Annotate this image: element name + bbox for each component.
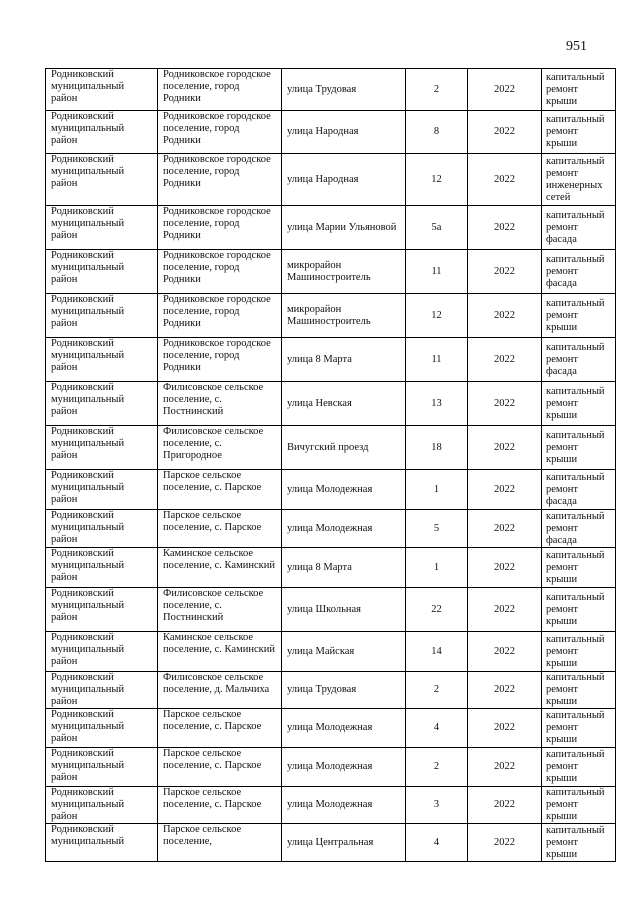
house-number-cell: 13: [406, 382, 468, 426]
table-row: [46, 426, 616, 470]
year-cell: 2022: [468, 206, 542, 250]
work-type-cell: капитальный ремонт фасада: [542, 338, 616, 382]
year-cell: 2022: [468, 338, 542, 382]
street-cell: улица Невская: [282, 382, 406, 426]
house-number-cell: 2: [406, 748, 468, 787]
house-number-cell: 8: [406, 111, 468, 154]
year-cell: 2022: [468, 709, 542, 748]
house-number-cell: 5а: [406, 206, 468, 250]
year-cell: 2022: [468, 382, 542, 426]
district-cell: Родниковский муниципальный район: [46, 206, 158, 250]
street-cell: улица Центральная: [282, 824, 406, 862]
settlement-cell: Родниковское городское поселение, город Родники: [158, 111, 282, 154]
district-cell: Родниковский муниципальный район: [46, 250, 158, 294]
year-cell: 2022: [468, 294, 542, 338]
page-number: 951: [566, 39, 587, 54]
street-cell: улица Молодежная: [282, 748, 406, 787]
year-cell: 2022: [468, 69, 542, 111]
settlement-cell: Филисовское сельское поселение, с. Постнинский: [158, 382, 282, 426]
settlement-cell: Родниковское городское поселение, город Родники: [158, 338, 282, 382]
year-cell: 2022: [468, 111, 542, 154]
table-row: [46, 510, 616, 548]
settlement-cell: Родниковское городское поселение, город Родники: [158, 206, 282, 250]
work-type-cell: капитальный ремонт крыши: [542, 824, 616, 862]
settlement-cell: Филисовское сельское поселение, с. Постнинский: [158, 588, 282, 632]
work-type-cell: капитальный ремонт крыши: [542, 382, 616, 426]
street-cell: улица Трудовая: [282, 69, 406, 111]
district-cell: Родниковский муниципальный район: [46, 672, 158, 709]
repair-register-table: [45, 68, 616, 862]
district-cell: Родниковский муниципальный район: [46, 709, 158, 748]
house-number-cell: 3: [406, 787, 468, 824]
year-cell: 2022: [468, 426, 542, 470]
street-cell: улица Трудовая: [282, 672, 406, 709]
district-cell: Родниковский муниципальный район: [46, 69, 158, 111]
settlement-cell: Парское сельское поселение, с. Парское: [158, 510, 282, 548]
table-row: [46, 787, 616, 824]
street-cell: улица Майская: [282, 632, 406, 672]
year-cell: 2022: [468, 154, 542, 206]
work-type-cell: капитальный ремонт инженерных сетей: [542, 154, 616, 206]
house-number-cell: 18: [406, 426, 468, 470]
table-row: [46, 588, 616, 632]
house-number-cell: 1: [406, 548, 468, 588]
table-row: [46, 154, 616, 206]
house-number-cell: 14: [406, 632, 468, 672]
year-cell: 2022: [468, 588, 542, 632]
work-type-cell: капитальный ремонт крыши: [542, 748, 616, 787]
house-number-cell: 11: [406, 338, 468, 382]
work-type-cell: капитальный ремонт фасада: [542, 510, 616, 548]
table-row: [46, 206, 616, 250]
work-type-cell: капитальный ремонт фасада: [542, 470, 616, 510]
street-cell: Вичугский проезд: [282, 426, 406, 470]
district-cell: Родниковский муниципальный район: [46, 426, 158, 470]
house-number-cell: 4: [406, 824, 468, 862]
street-cell: микрорайон Машиностроитель: [282, 294, 406, 338]
work-type-cell: капитальный ремонт фасада: [542, 250, 616, 294]
table-row: [46, 632, 616, 672]
district-cell: Родниковский муниципальный район: [46, 632, 158, 672]
settlement-cell: Филисовское сельское поселение, д. Мальчиха: [158, 672, 282, 709]
district-cell: Родниковский муниципальный район: [46, 338, 158, 382]
district-cell: Родниковский муниципальный район: [46, 470, 158, 510]
table-row: [46, 294, 616, 338]
work-type-cell: капитальный ремонт крыши: [542, 672, 616, 709]
street-cell: улица Молодежная: [282, 709, 406, 748]
settlement-cell: Родниковское городское поселение, город Родники: [158, 69, 282, 111]
table-row: [46, 748, 616, 787]
work-type-cell: капитальный ремонт крыши: [542, 294, 616, 338]
work-type-cell: капитальный ремонт крыши: [542, 709, 616, 748]
district-cell: Родниковский муниципальный район: [46, 548, 158, 588]
settlement-cell: Каминское сельское поселение, с. Каминский: [158, 632, 282, 672]
table-row: [46, 672, 616, 709]
district-cell: Родниковский муниципальный район: [46, 154, 158, 206]
work-type-cell: капитальный ремонт крыши: [542, 69, 616, 111]
table-row: [46, 470, 616, 510]
district-cell: Родниковский муниципальный район: [46, 294, 158, 338]
street-cell: улица Народная: [282, 154, 406, 206]
settlement-cell: Парское сельское поселение, с. Парское: [158, 470, 282, 510]
settlement-cell: Родниковское городское поселение, город Родники: [158, 250, 282, 294]
year-cell: 2022: [468, 748, 542, 787]
street-cell: улица Молодежная: [282, 510, 406, 548]
table-row: [46, 382, 616, 426]
district-cell: Родниковский муниципальный: [46, 824, 158, 862]
work-type-cell: капитальный ремонт крыши: [542, 426, 616, 470]
house-number-cell: 12: [406, 154, 468, 206]
year-cell: 2022: [468, 548, 542, 588]
work-type-cell: капитальный ремонт крыши: [542, 632, 616, 672]
street-cell: улица Школьная: [282, 588, 406, 632]
street-cell: улица Молодежная: [282, 470, 406, 510]
street-cell: улица 8 Марта: [282, 338, 406, 382]
year-cell: 2022: [468, 787, 542, 824]
work-type-cell: капитальный ремонт фасада: [542, 206, 616, 250]
year-cell: 2022: [468, 672, 542, 709]
table-row: [46, 338, 616, 382]
street-cell: улица Марии Ульяновой: [282, 206, 406, 250]
year-cell: 2022: [468, 250, 542, 294]
house-number-cell: 11: [406, 250, 468, 294]
settlement-cell: Каминское сельское поселение, с. Каминский: [158, 548, 282, 588]
settlement-cell: Родниковское городское поселение, город Родники: [158, 154, 282, 206]
table-row: [46, 548, 616, 588]
district-cell: Родниковский муниципальный район: [46, 588, 158, 632]
settlement-cell: Парское сельское поселение, с. Парское: [158, 787, 282, 824]
house-number-cell: 22: [406, 588, 468, 632]
work-type-cell: капитальный ремонт крыши: [542, 548, 616, 588]
year-cell: 2022: [468, 470, 542, 510]
district-cell: Родниковский муниципальный район: [46, 111, 158, 154]
work-type-cell: капитальный ремонт крыши: [542, 111, 616, 154]
settlement-cell: Парское сельское поселение,: [158, 824, 282, 862]
year-cell: 2022: [468, 632, 542, 672]
table-row: [46, 111, 616, 154]
settlement-cell: Парское сельское поселение, с. Парское: [158, 709, 282, 748]
house-number-cell: 12: [406, 294, 468, 338]
street-cell: улица 8 Марта: [282, 548, 406, 588]
district-cell: Родниковский муниципальный район: [46, 382, 158, 426]
house-number-cell: 2: [406, 672, 468, 709]
table-row: [46, 824, 616, 862]
street-cell: улица Молодежная: [282, 787, 406, 824]
year-cell: 2022: [468, 824, 542, 862]
house-number-cell: 2: [406, 69, 468, 111]
house-number-cell: 5: [406, 510, 468, 548]
table-row: [46, 709, 616, 748]
district-cell: Родниковский муниципальный район: [46, 787, 158, 824]
settlement-cell: Родниковское городское поселение, город Родники: [158, 294, 282, 338]
settlement-cell: Филисовское сельское поселение, с. Пригородное: [158, 426, 282, 470]
district-cell: Родниковский муниципальный район: [46, 510, 158, 548]
work-type-cell: капитальный ремонт крыши: [542, 787, 616, 824]
work-type-cell: капитальный ремонт крыши: [542, 588, 616, 632]
year-cell: 2022: [468, 510, 542, 548]
settlement-cell: Парское сельское поселение, с. Парское: [158, 748, 282, 787]
street-cell: улица Народная: [282, 111, 406, 154]
house-number-cell: 1: [406, 470, 468, 510]
street-cell: микрорайон Машиностроитель: [282, 250, 406, 294]
house-number-cell: 4: [406, 709, 468, 748]
table-row: [46, 69, 616, 111]
table-row: [46, 250, 616, 294]
district-cell: Родниковский муниципальный район: [46, 748, 158, 787]
